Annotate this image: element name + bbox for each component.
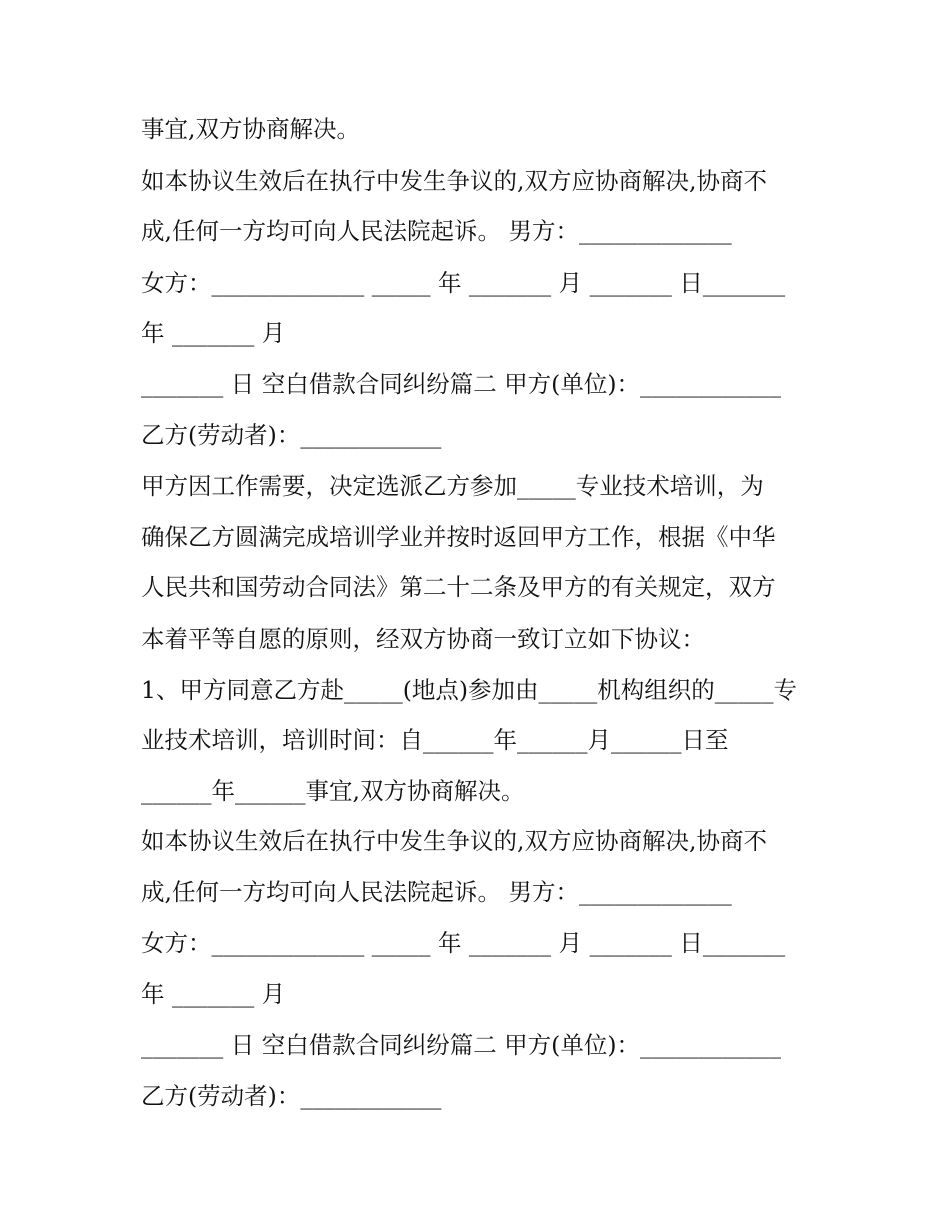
- text-line: 人民共和国劳动合同法》第二十二条及甲方的有关规定，双方: [141, 573, 776, 601]
- text-line: 乙方(劳动者)：____________: [141, 421, 442, 449]
- text-line: 确保乙方圆满完成培训学业并按时返回甲方工作，根据《中华: [141, 523, 776, 551]
- text-line: 甲方因工作需要，决定选派乙方参加_____专业技术培训，为: [141, 472, 764, 500]
- text-line: 成,任何一方均可向人民法院起诉。 男方：_____________: [141, 217, 732, 245]
- text-line: 年 _______ 月: [141, 319, 286, 347]
- text-line: ______年______事宜,双方协商解决。: [141, 777, 525, 805]
- text-line: _______ 日 空白借款合同纠纷篇二 甲方(单位)：____________: [141, 1031, 781, 1059]
- text-line: _______ 日 空白借款合同纠纷篇二 甲方(单位)：____________: [141, 370, 781, 398]
- text-line: 成,任何一方均可向人民法院起诉。 男方：_____________: [141, 878, 732, 906]
- text-line: 乙方(劳动者)：____________: [141, 1082, 442, 1110]
- text-line: 如本协议生效后在执行中发生争议的,双方应协商解决,协商不: [141, 827, 767, 855]
- text-line: 年 _______ 月: [141, 980, 286, 1008]
- text-line: 如本协议生效后在执行中发生争议的,双方应协商解决,协商不: [141, 167, 767, 195]
- text-line: 女方：_____________ _____ 年 _______ 月 _______ 日_______: [141, 269, 786, 297]
- text-line: 事宜,双方协商解决。: [141, 115, 360, 143]
- text-line: 本着平等自愿的原则，经双方协商一致订立如下协议：: [141, 625, 705, 653]
- text-line: 业技术培训，培训时间：自______年______月______日至: [141, 726, 729, 754]
- text-line: 1、甲方同意乙方赴_____(地点)参加由_____机构组织的_____专: [141, 676, 798, 704]
- text-line: 女方：_____________ _____ 年 _______ 月 _______ 日_______: [141, 929, 786, 957]
